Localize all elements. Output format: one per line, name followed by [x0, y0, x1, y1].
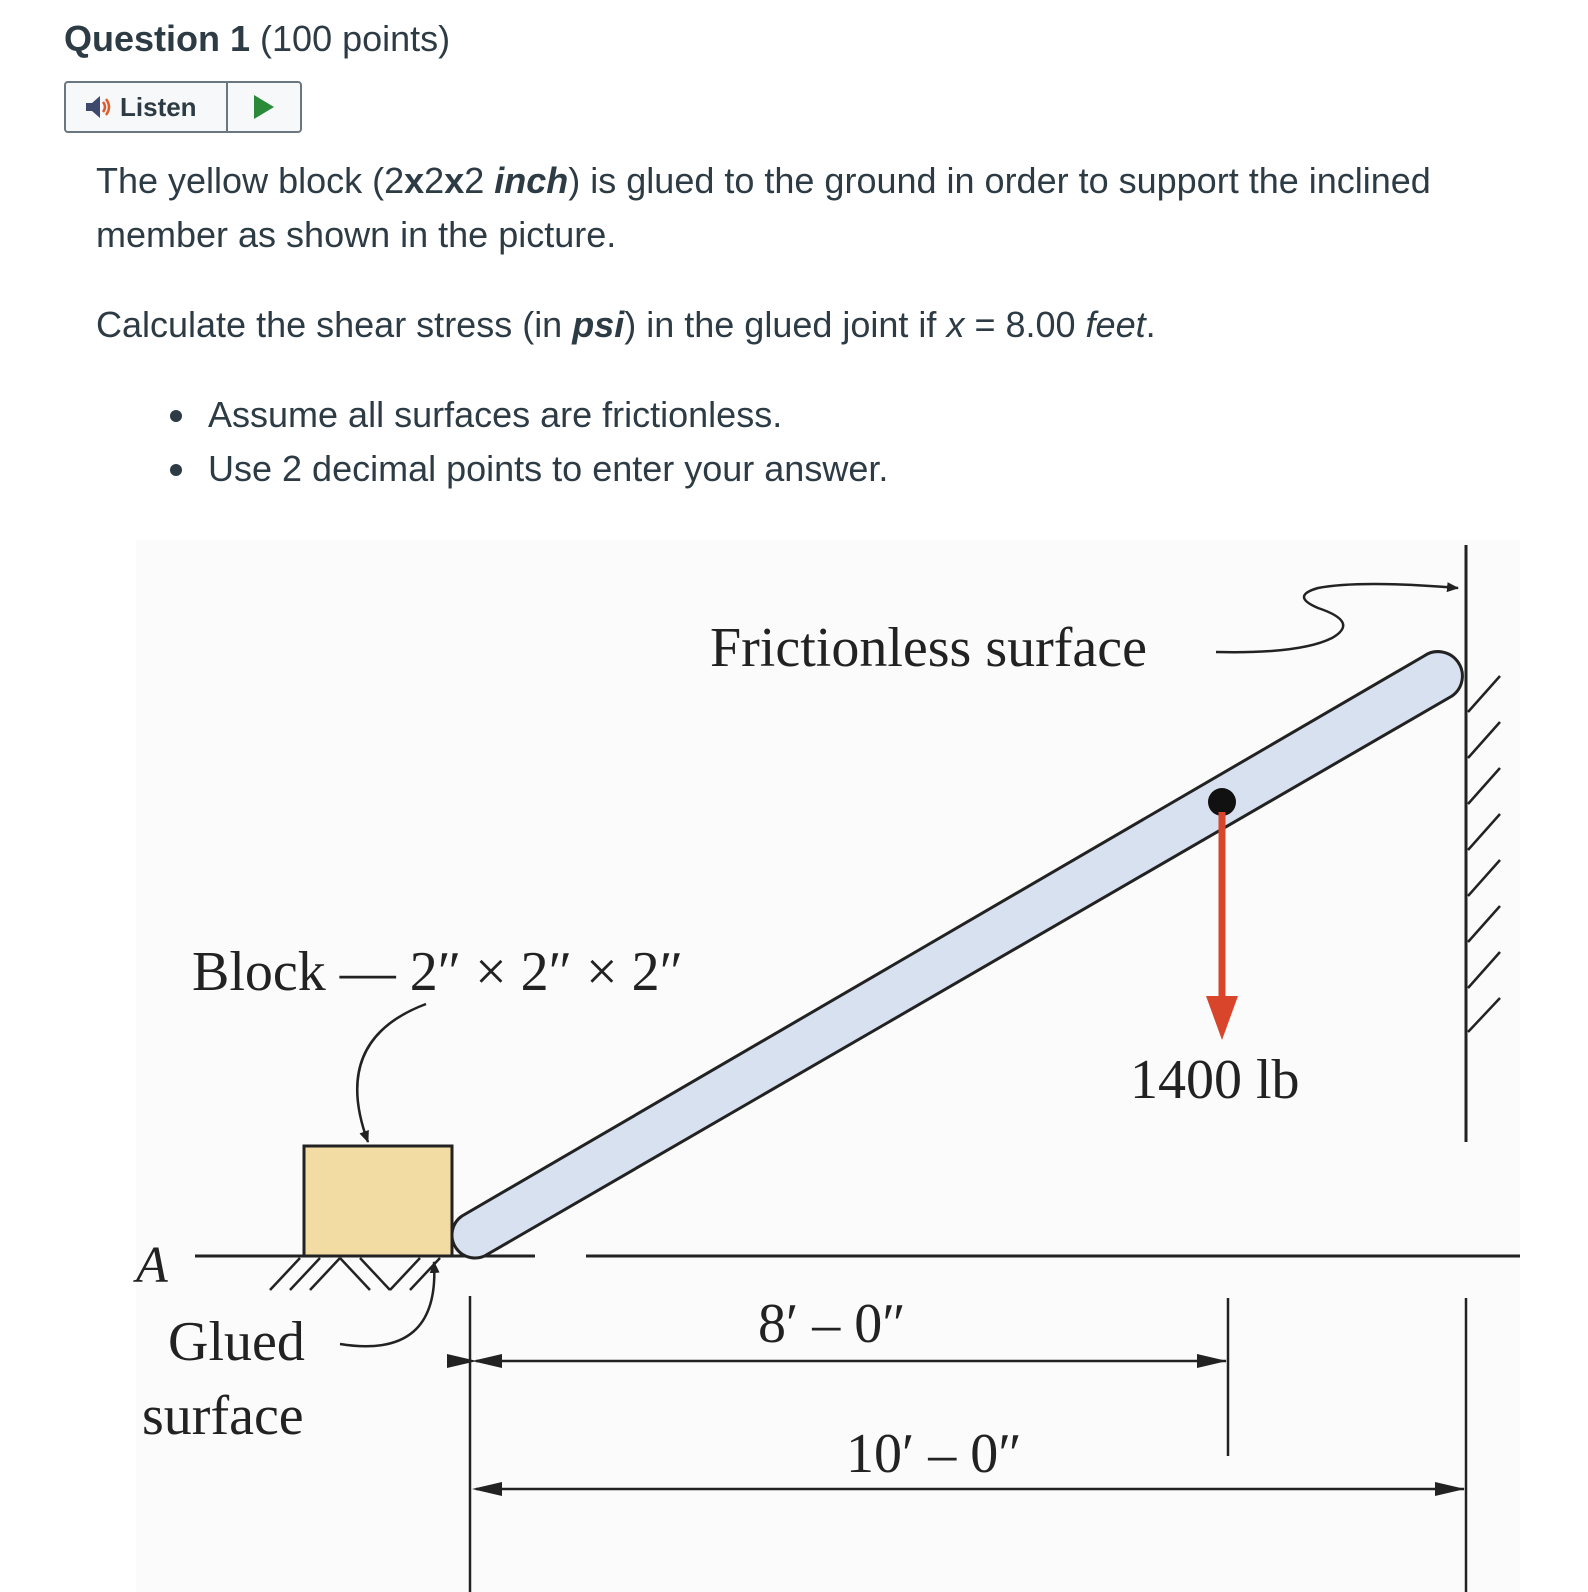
question-points: (100 points)	[260, 18, 451, 59]
glued-label-line2: surface	[142, 1385, 304, 1447]
bullet-item: Use 2 decimal points to enter your answer.	[168, 442, 888, 496]
block-label: Block — 2″ × 2″ × 2″	[192, 941, 683, 1003]
glued-label-line1: Glued	[168, 1311, 305, 1373]
problem-statement: The yellow block (2x2x2 inch) is glued to the ground in order to support the inclined member as shown in the picture.	[96, 160, 1431, 255]
problem-question: Calculate the shear stress (in psi) in the glued joint if x = 8.00 feet.	[96, 304, 1156, 345]
load-point	[1208, 788, 1236, 816]
frictionless-label: Frictionless surface	[710, 617, 1147, 679]
question-label: Question 1	[64, 18, 251, 59]
glued-block	[304, 1146, 452, 1256]
point-a-label: A	[136, 1237, 168, 1294]
load-label: 1400 lb	[1130, 1049, 1300, 1111]
figure-background	[136, 540, 1520, 1592]
dim-10-label: 10′ – 0″	[846, 1423, 1022, 1485]
bullet-item: Assume all surfaces are frictionless.	[168, 388, 782, 442]
dim-8-label: 8′ – 0″	[758, 1293, 906, 1355]
listen-label: Listen	[120, 91, 197, 122]
